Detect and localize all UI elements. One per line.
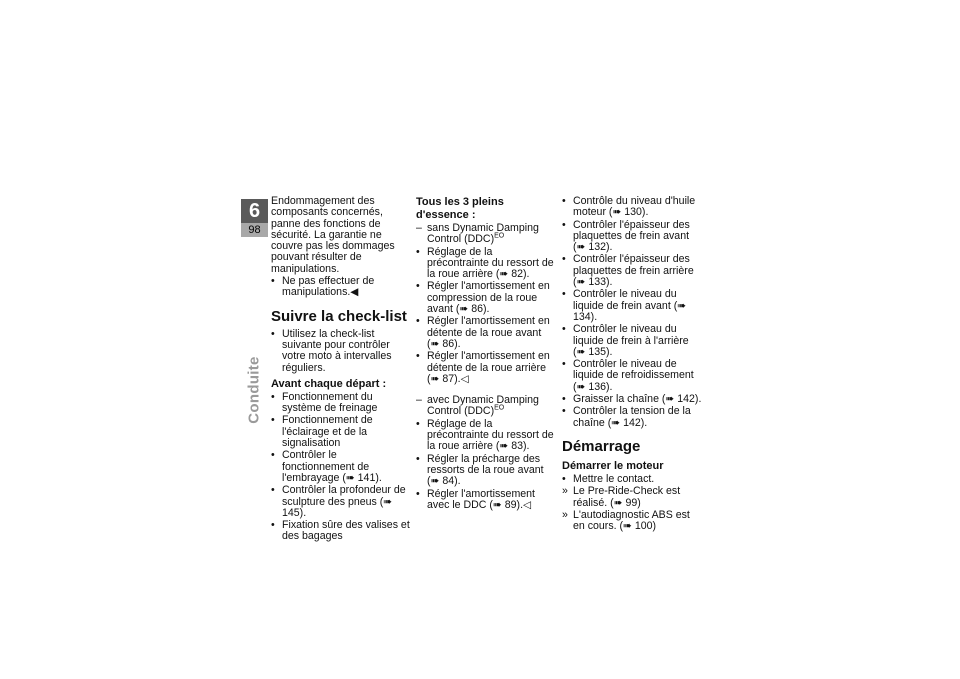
list-item: • Contrôler la tension de la chaîne (➠ 142). xyxy=(562,406,702,429)
list-item: • Contrôler la profondeur de sculpture des pneus (➠ 145). xyxy=(271,485,411,519)
option-superscript: EO xyxy=(494,404,505,412)
option-label-text: avec Dynamic Damping Control (DDC) xyxy=(427,394,539,418)
warning-list xyxy=(271,276,411,299)
list-item: • Réglage de la précontrainte du ressort de la roue arrière (➠ 83). xyxy=(416,419,556,453)
option-label-text: sans Dynamic Damping Control (DDC) xyxy=(427,222,539,246)
without-ddc-option xyxy=(416,223,556,246)
maintenance-list xyxy=(562,196,702,429)
list-item: • Contrôler l'épaisseur des plaquettes de frein arrière (➠ 133). xyxy=(562,254,702,288)
checklist-intro-list xyxy=(271,329,411,374)
before-departure-heading: Avant chaque départ : xyxy=(271,377,387,390)
list-item: • Régler l'amortissement en compression de la roue avant (➠ 86). xyxy=(416,281,556,315)
list-item: • Fixation sûre des valises et des bagages xyxy=(271,520,411,543)
column-1 xyxy=(271,196,411,544)
result-item: » L'autodiagnostic ABS est en cours. (➠ 100) xyxy=(562,510,702,533)
before-departure-list xyxy=(271,392,411,543)
list-item: • Fonctionnement de l'éclairage et de la signalisation xyxy=(271,415,411,449)
list-item: • Fonctionnement du système de freinage xyxy=(271,392,411,415)
list-item: • Contrôler le niveau de liquide de refroidissement (➠ 136). xyxy=(562,359,702,393)
with-ddc-option xyxy=(416,395,556,418)
list-item: • Mettre le contact. xyxy=(562,474,702,485)
list-item: • Contrôle du niveau d'huile moteur (➠ 130). xyxy=(562,196,702,219)
column-2 xyxy=(416,196,556,512)
section-label-text: Conduite xyxy=(245,356,263,424)
checklist-heading: Suivre la check-list xyxy=(271,307,407,325)
start-steps-list xyxy=(562,474,702,485)
chapter-number: 6 xyxy=(241,199,268,223)
result-item: » Le Pre-Ride-Check est réalisé. (➠ 99) xyxy=(562,486,702,509)
start-engine-heading: Démarrer le moteur xyxy=(562,459,664,472)
option-label xyxy=(416,223,556,246)
list-item: • Réglage de la précontrainte du ressort de la roue arrière (➠ 82). xyxy=(416,247,556,281)
list-item: • Contrôler le fonctionnement de l'embrayage (➠ 141). xyxy=(271,450,411,484)
with-ddc-list xyxy=(416,419,556,511)
list-item: • Contrôler l'épaisseur des plaquettes de frein avant (➠ 132). xyxy=(562,220,702,254)
page-number: 98 xyxy=(241,223,268,237)
list-item: • Ne pas effectuer de manipulations.◀ xyxy=(271,276,411,299)
option-label xyxy=(416,395,556,418)
list-item: • Utilisez la check-list suivante pour contrôler votre moto à intervalles réguliers. xyxy=(271,329,411,374)
without-ddc-list xyxy=(416,247,556,386)
list-item: • Régler l'amortissement en détente de la roue avant (➠ 86). xyxy=(416,316,556,350)
warning-text: Endommagement des composants concernés, panne des fonctions de sécurité. La garantie ne couvre pas les dommages pouvant résulter de manipulations. xyxy=(271,195,395,275)
starting-heading: Démarrage xyxy=(562,437,641,455)
section-label xyxy=(242,340,266,440)
column-3 xyxy=(562,196,702,533)
option-superscript: EO xyxy=(494,232,505,240)
list-item: • Contrôler le niveau du liquide de frein avant (➠ 134). xyxy=(562,289,702,323)
start-results-list xyxy=(562,486,702,532)
list-item: • Régler l'amortissement avec le DDC (➠ 89).◁ xyxy=(416,489,556,512)
list-item: • Contrôler le niveau du liquide de frein à l'arrière (➠ 135). xyxy=(562,324,702,358)
list-item: • Régler la précharge des ressorts de la roue avant (➠ 84). xyxy=(416,454,556,488)
list-item: • Régler l'amortissement en détente de la roue arrière (➠ 87).◁ xyxy=(416,351,556,385)
fuel-interval-heading: Tous les 3 pleins d'essence : xyxy=(416,196,504,221)
list-item: • Graisser la chaîne (➠ 142). xyxy=(562,394,702,405)
